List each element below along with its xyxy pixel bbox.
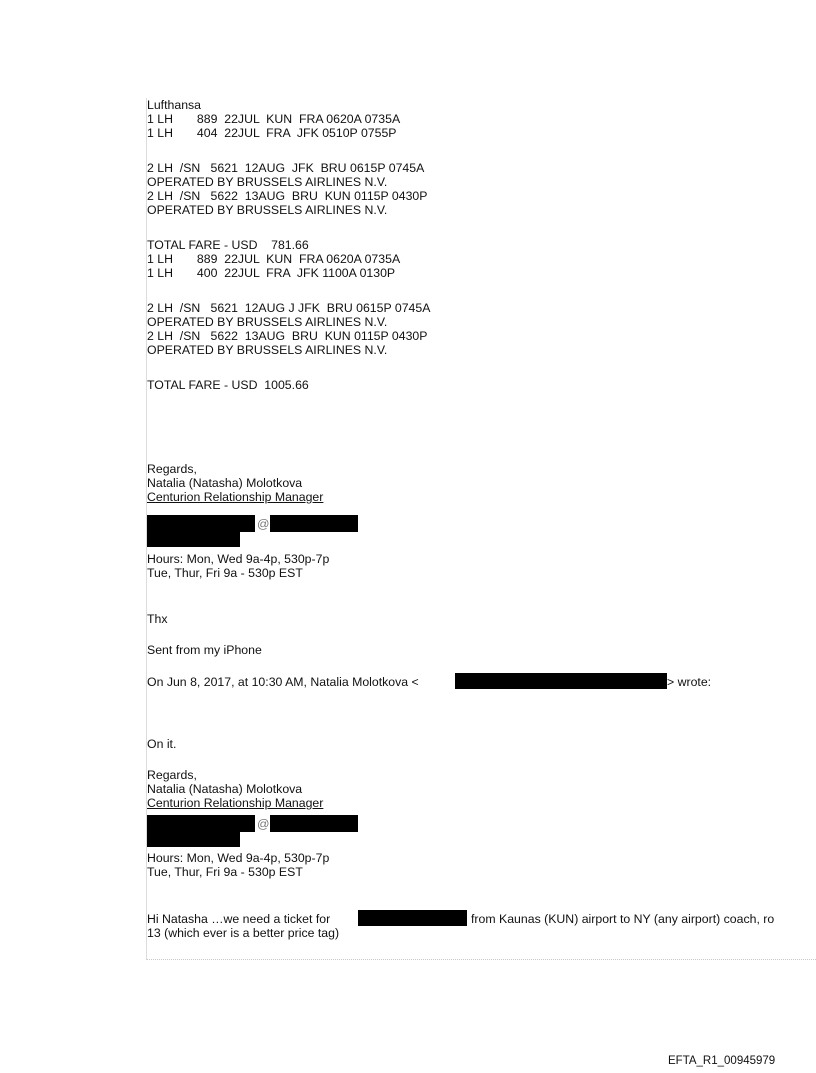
signature-title: Centurion Relationship Manager [147,490,324,504]
office-hours: Tue, Thur, Fri 9a - 530p EST [147,566,303,580]
total-fare: TOTAL FARE - USD 1005.66 [147,378,309,392]
redaction-block [358,910,467,926]
flight-segment: 2 LH /SN 5621 12AUG JFK BRU 0615P 0745A [147,161,425,175]
redaction-block [270,815,358,832]
redaction-block [455,673,667,689]
operated-by-note: OPERATED BY BRUSSELS AIRLINES N.V. [147,203,388,217]
office-hours: Tue, Thur, Fri 9a - 530p EST [147,865,303,879]
office-hours: Hours: Mon, Wed 9a-4p, 530p-7p [147,552,330,566]
signature-name: Natalia (Natasha) Molotkova [147,476,303,490]
quote-header: On Jun 8, 2017, at 10:30 AM, Natalia Molotkova < [147,675,419,689]
redaction-block [147,515,255,532]
flight-segment: 1 LH 404 22JUL FRA JFK 0510P 0755P [147,126,397,140]
operated-by-note: OPERATED BY BRUSSELS AIRLINES N.V. [147,315,388,329]
redaction-block [147,815,255,832]
flight-segment: 1 LH 889 22JUL KUN FRA 0620A 0735A [147,112,401,126]
reply-text: Thx [147,612,168,626]
redaction-block [147,532,240,547]
email-at-sign: @ [257,517,270,531]
total-fare: TOTAL FARE - USD 781.66 [147,238,309,252]
signature-regards: Regards, [147,462,197,476]
request-text: from Kaunas (KUN) airport to NY (any airport) coach, ro [471,912,775,926]
signature-regards: Regards, [147,768,197,782]
flight-segment: 2 LH /SN 5621 12AUG J JFK BRU 0615P 0745A [147,301,431,315]
redaction-block [147,832,240,847]
signature-title: Centurion Relationship Manager [147,796,324,810]
flight-segment: 1 LH 889 22JUL KUN FRA 0620A 0735A [147,252,401,266]
flight-segment: 2 LH /SN 5622 13AUG BRU KUN 0115P 0430P [147,329,428,343]
email-at-sign: @ [257,817,270,831]
operated-by-note: OPERATED BY BRUSSELS AIRLINES N.V. [147,175,388,189]
quote-header-suffix: > wrote: [667,675,712,689]
flight-segment: 2 LH /SN 5622 13AUG BRU KUN 0115P 0430P [147,189,428,203]
request-text: Hi Natasha …we need a ticket for [147,912,331,926]
flight-segment: 1 LH 400 22JUL FRA JFK 1100A 0130P [147,266,396,280]
sent-from-note: Sent from my iPhone [147,643,262,657]
operated-by-note: OPERATED BY BRUSSELS AIRLINES N.V. [147,343,388,357]
reply-text: On it. [147,737,177,751]
signature-name: Natalia (Natasha) Molotkova [147,782,303,796]
request-text: 13 (which ever is a better price tag) [147,926,340,940]
document-id: EFTA_R1_00945979 [668,1055,776,1067]
redaction-block [270,515,358,532]
office-hours: Hours: Mon, Wed 9a-4p, 530p-7p [147,851,330,865]
airline-name: Lufthansa [147,98,202,112]
